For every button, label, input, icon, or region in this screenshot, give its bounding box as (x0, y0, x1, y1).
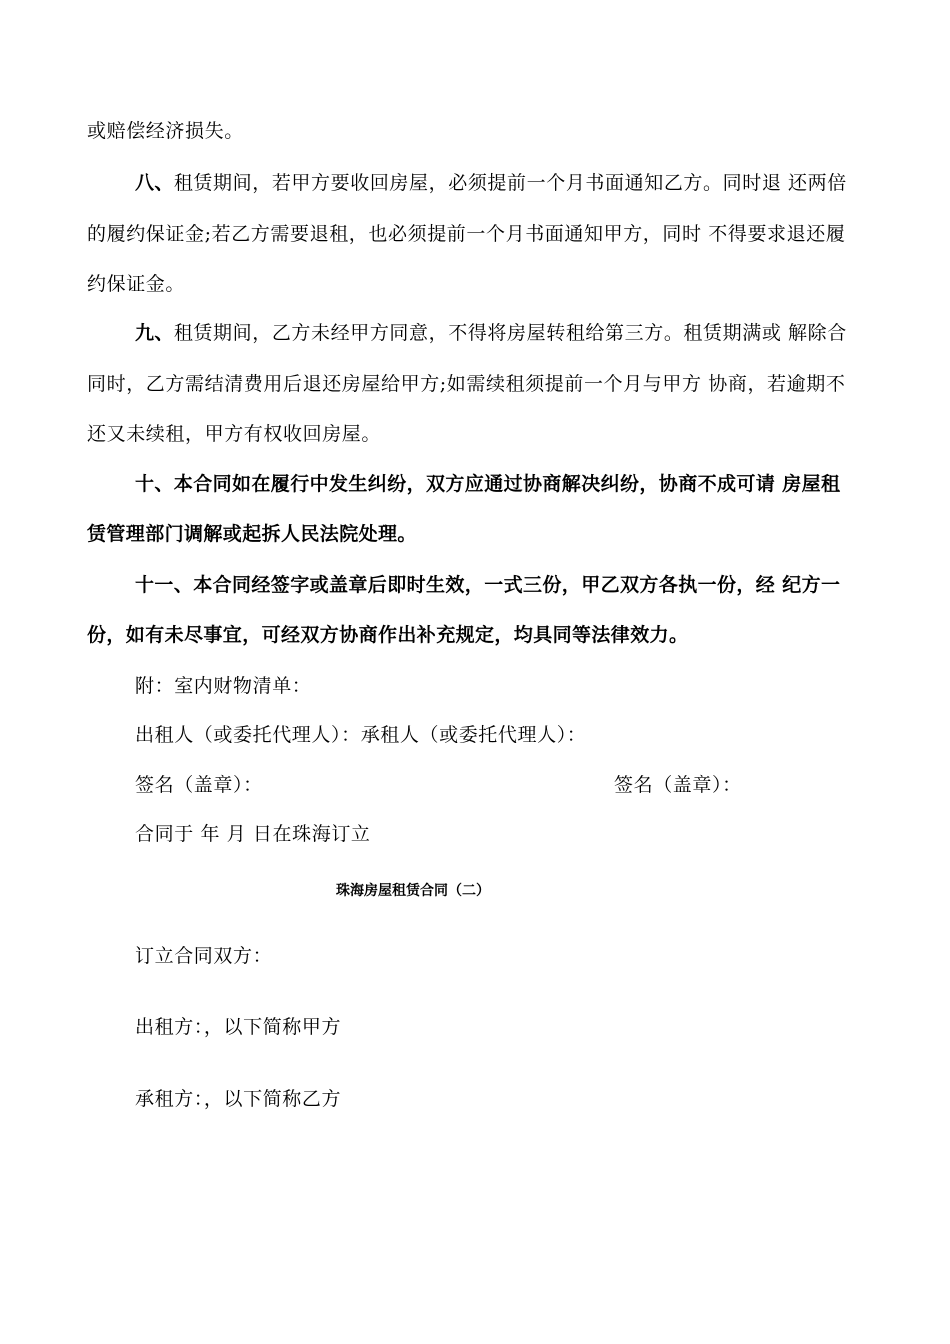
clause-9-text: 租赁期间，乙方未经甲方同意，不得将房屋转租给第三方。租赁期满或 解除合 (173, 322, 847, 344)
clause-8-line-2: 的履约保证金;若乙方需要退租，也必须提前一个月书面通知甲方，同时 不得要求退还履 (87, 223, 846, 245)
parties-line: 出租人（或委托代理人）：承租人（或委托代理人）： (135, 724, 587, 746)
lessor-line: 出租方：，以下简称甲方 (135, 1016, 342, 1038)
clause-8-line-3: 约保证金。 (87, 273, 186, 295)
lessee-line: 承租方：，以下简称乙方 (135, 1088, 342, 1110)
clause-11-line-2: 份，如有未尽事宜，可经双方协商作出补充规定，均具同等法律效力。 (87, 624, 689, 646)
clause-8-text: 租赁期间，若甲方要收回房屋，必须提前一个月书面通知乙方。同时退 还两倍 (173, 172, 847, 194)
clause-10-line-1: 十、本合同如在履行中发生纠纷，双方应通过协商解决纠纷，协商不成可请 房屋租 (135, 473, 841, 495)
clause-9-number: 九、 (135, 322, 174, 344)
clause-9-line-3: 还又未续租，甲方有权收回房屋。 (87, 423, 382, 445)
contracting-parties-line: 订立合同双方： (135, 945, 273, 967)
contract-date-line: 合同于 年 月 日在珠海订立 (135, 823, 371, 845)
clause-9-line-2: 同时，乙方需结清费用后退还房屋给甲方;如需续租须提前一个月与甲方 协商，若逾期不 (87, 373, 846, 395)
clause-9-line-1 (135, 321, 847, 345)
signature-right: 签名（盖章）： (614, 774, 742, 796)
signature-left: 签名（盖章）： (135, 774, 263, 796)
text-line: 或赔偿经济损失。 (87, 120, 244, 142)
attachment-line: 附：室内财物清单： (135, 675, 312, 697)
clause-8-line-1 (135, 171, 847, 195)
clause-8-number: 八、 (135, 172, 174, 194)
clause-11-line-1: 十一、本合同经签字或盖章后即时生效，一式三份，甲乙双方各执一份，经 纪方一 (135, 574, 841, 596)
contract-2-title: 珠海房屋租赁合同（二） (336, 883, 490, 899)
clause-10-line-2: 赁管理部门调解或起拆人民法院处理。 (87, 523, 417, 545)
